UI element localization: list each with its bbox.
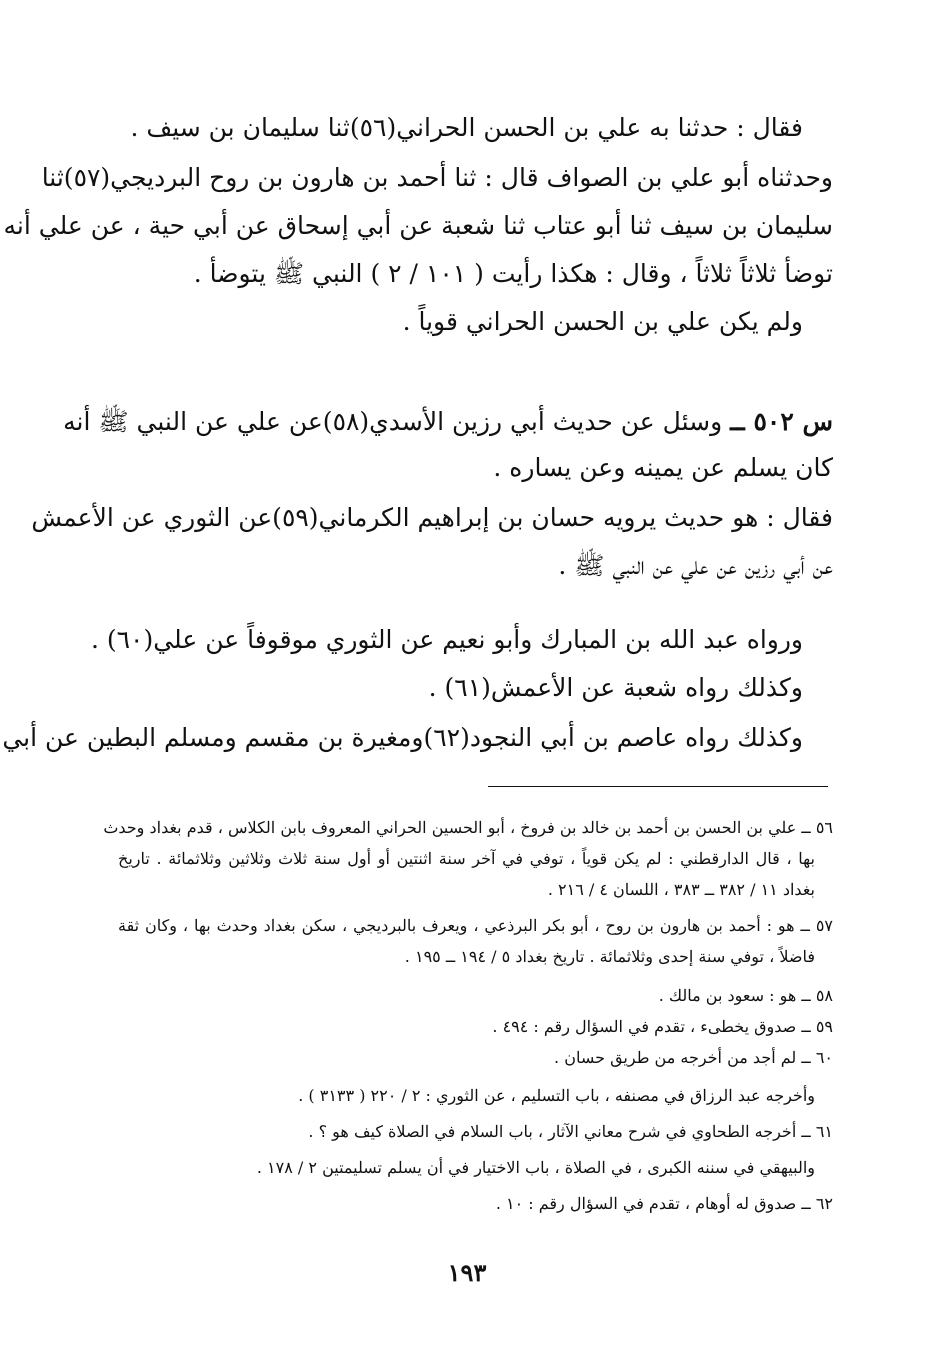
footnote-line: بغداد ١١ / ٣٨٢ ــ ٣٨٣ ، اللسان ٤ / ٢١٦ . [547,880,815,899]
text-line: توضأ ثلاثاً ثلاثاً ، وقال : هكذا رأيت ( ١٠١ / ٢ ) النبي ﷺ يتوضأ . [193,259,833,288]
footnotes [103,812,833,1232]
text-line: فقال : حدثنا به علي بن الحسن الحراني(٥٦)ثنا سليمان بن سيف . [130,113,803,142]
question-text: وسئل عن حديث أبي رزين الأسدي(٥٨)عن علي عن النبي ﷺ أنه [63,407,723,436]
footnote-line: فاضلاً ، توفي سنة إحدى وثلاثمائة . تاريخ بغداد ٥ / ١٩٤ ــ ١٩٥ . [404,947,815,966]
footnote-line: ٦١ ــ أخرجه الطحاوي في شرح معاني الآثار ، باب السلام في الصلاة كيف هو ؟ . [308,1122,833,1141]
footnote-line: بها ، قال الدارقطني : لم يكن قوياً ، توفي في آخر سنة اثنتين أو أول سنة ثلاث وثلاثين وثلاثمائة . تاريخ [118,849,816,868]
narration-line: وكذلك رواه عاصم بن أبي النجود(٦٢)ومغيرة بن مقسم ومسلم البطين عن أبي [2,723,803,752]
footnote-line: ٦٢ ــ صدوق له أوهام ، تقدم في السؤال رقم : ١٠ . [495,1194,833,1213]
main-text-block [3,106,833,346]
text-line: ولم يكن علي بن الحسن الحراني قوياً . [402,307,803,336]
text-line: وحدثناه أبو علي بن الصواف قال : ثنا أحمد بن هارون بن روح البرديجي(٥٧)ثنا [41,163,833,192]
answer-line: عن أبي رزين عن علي عن النبي ﷺ . [558,551,833,580]
footnote-line: ٥٩ ــ صدوق يخطىء ، تقدم في السؤال رقم : ٤٩٤ . [492,1017,833,1036]
question-line-2: كان يسلم عن يمينه وعن يساره . [493,453,833,482]
footnote-line: ٦٠ ــ لم أجد من أخرجه من طريق حسان . [554,1048,833,1067]
narration-line: وكذلك رواه شعبة عن الأعمش(٦١) . [428,673,803,702]
text-line: سليمان بن سيف ثنا أبو عتاب ثنا شعبة عن أبي إسحاق عن أبي حية ، عن علي أنه [3,211,833,240]
narration-line: ورواه عبد الله بن المبارك وأبو نعيم عن الثوري موقوفاً عن علي(٦٠) . [90,625,803,654]
footnote-line: وأخرجه عبد الرزاق في مصنفه ، باب التسليم ، عن الثوري : ٢ / ٢٢٠ ( ٣١٣٣ ) . [298,1086,815,1105]
question-number: س ٥٠٢ ــ [730,407,833,436]
footnote-divider [488,786,828,787]
footnote-line: ٥٧ ــ هو : أحمد بن هارون بن روح ، أبو بكر البرذعي ، ويعرف بالبرديجي ، سكن بغداد وحدث بها ، وكان ثقة [118,916,833,935]
question-block [2,400,833,760]
footnote-line: ٥٦ ــ علي بن الحسن بن أحمد بن خالد بن فروخ ، أبو الحسين الحراني المعروف بابن الكلاس ، قدم بغداد وحدث [103,818,833,837]
question-line [63,400,833,444]
page-number: ١٩٣ [447,1258,487,1287]
footnote-line: والبيهقي في سننه الكبرى ، في الصلاة ، باب الاختيار في أن يسلم تسليمتين ٢ / ١٧٨ . [256,1158,815,1177]
footnote-line: ٥٨ ــ هو : سعود بن مالك . [658,986,833,1005]
answer-line: فقال : هو حديث يرويه حسان بن إبراهيم الكرماني(٥٩)عن الثوري عن الأعمش [31,503,833,532]
